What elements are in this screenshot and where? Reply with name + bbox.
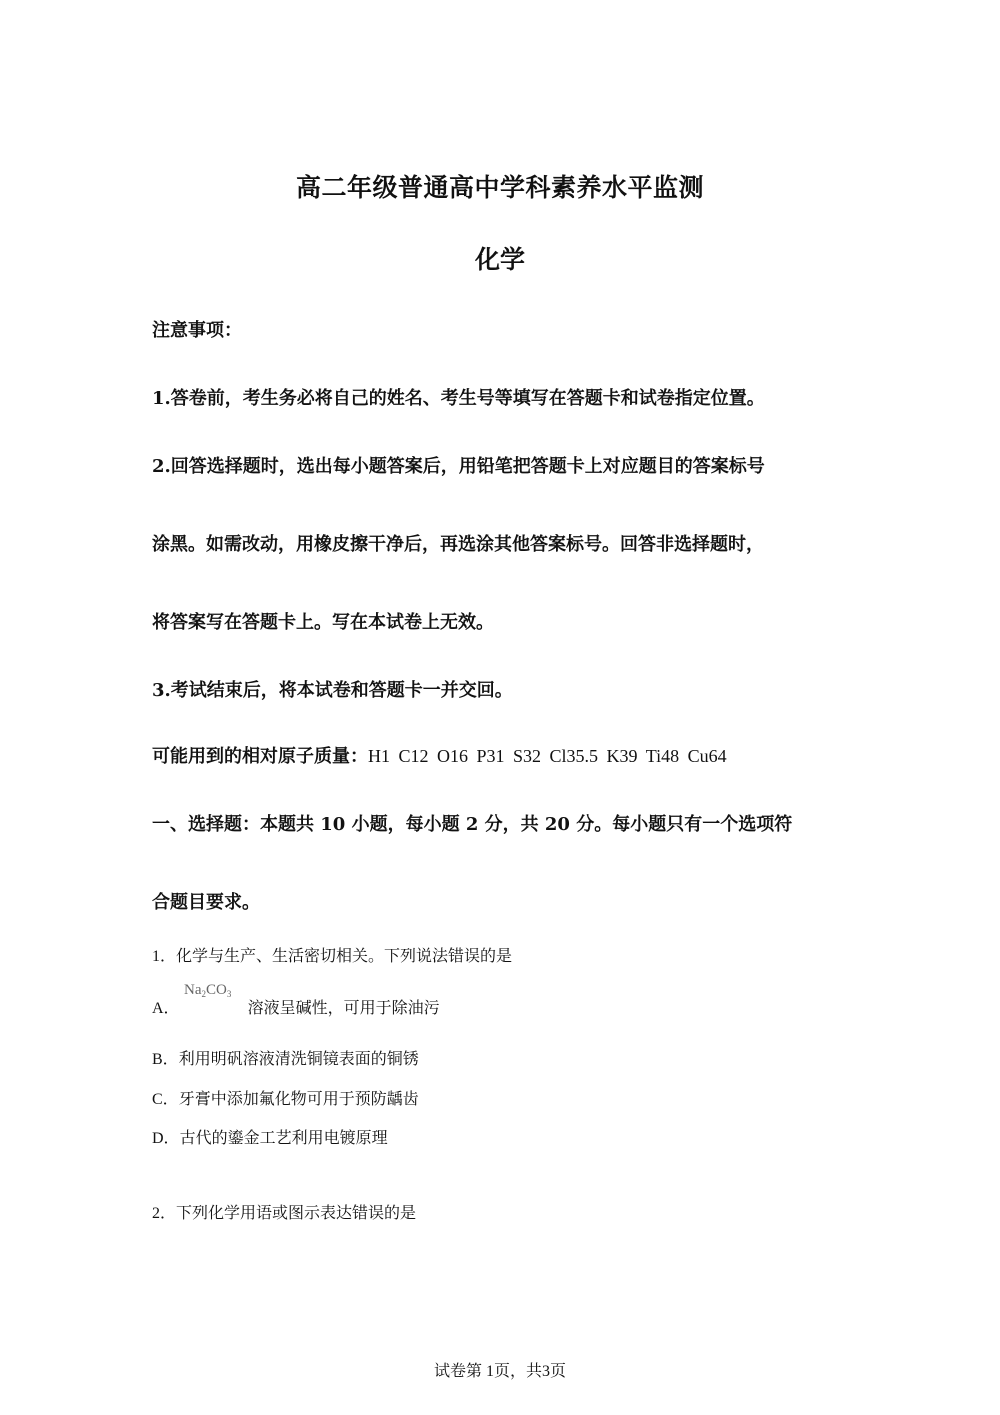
note-item-2-line-1: 2.回答选择题时，选出每小题答案后，用铅笔把答题卡上对应题目的答案标号 xyxy=(152,456,765,477)
option-1-c-text: 牙膏中添加氟化物可用于预防龋齿 xyxy=(178,1089,419,1108)
note-item-3: 3.考试结束后，将本试卷和答题卡一并交回。 xyxy=(152,680,513,701)
option-1-b-letter: B． xyxy=(152,1051,179,1068)
page-title: 高二年级普通高中学科素养水平监测 xyxy=(295,173,704,202)
option-1-c-letter: C． xyxy=(152,1091,179,1108)
question-1-number: 1． xyxy=(152,948,177,965)
question-1-stem: 化学与生产、生活密切相关。下列说法错误的是 xyxy=(176,946,513,965)
option-1-d-text: 古代的鎏金工艺利用电镀原理 xyxy=(179,1128,388,1147)
section-1-heading-line-1: 一、选择题：本题共 10 小题，每小题 2 分，共 20 分。每小题只有一个选项符 xyxy=(152,814,793,835)
option-1-c xyxy=(152,1086,419,1109)
option-1-a xyxy=(152,995,440,1018)
option-1-b-text: 利用明矾溶液清洗铜镜表面的铜锈 xyxy=(178,1049,419,1068)
question-1 xyxy=(152,943,512,966)
option-1-a-letter: A． xyxy=(152,1000,180,1017)
note-item-1: 1.答卷前，考生务必将自己的姓名、考生号等填写在答题卡和试卷指定位置。 xyxy=(152,388,765,409)
formula-na2co3: $Na_2CO_3$ xyxy=(184,982,232,999)
question-2-stem: 下列化学用语或图示表达错误的是 xyxy=(176,1203,417,1222)
section-1-heading-line-2: 合题目要求。 xyxy=(152,892,260,913)
option-1-a-text: 溶液呈碱性，可用于除油污 xyxy=(247,998,440,1017)
atomic-masses-label: 可能用到的相对原子质量： xyxy=(152,746,368,767)
atomic-masses-values: H1 C12 O16 P31 S32 Cl35.5 K39 Ti48 Cu64 xyxy=(368,746,727,766)
question-2-number: 2． xyxy=(152,1205,177,1222)
page-footer: 试卷第 1页，共3页 xyxy=(433,1363,566,1380)
question-2 xyxy=(152,1200,416,1223)
subject-title: 化学 xyxy=(474,245,525,274)
atomic-masses xyxy=(152,742,727,768)
note-item-2-line-3: 将答案写在答题卡上。写在本试卷上无效。 xyxy=(152,612,494,633)
note-item-2-line-2: 涂黑。如需改动，用橡皮擦干净后，再选涂其他答案标号。回答非选择题时， xyxy=(152,534,764,555)
notes-heading: 注意事项： xyxy=(152,320,242,341)
option-1-d xyxy=(152,1125,388,1148)
option-1-b xyxy=(152,1046,419,1069)
option-1-d-letter: D． xyxy=(152,1130,180,1147)
